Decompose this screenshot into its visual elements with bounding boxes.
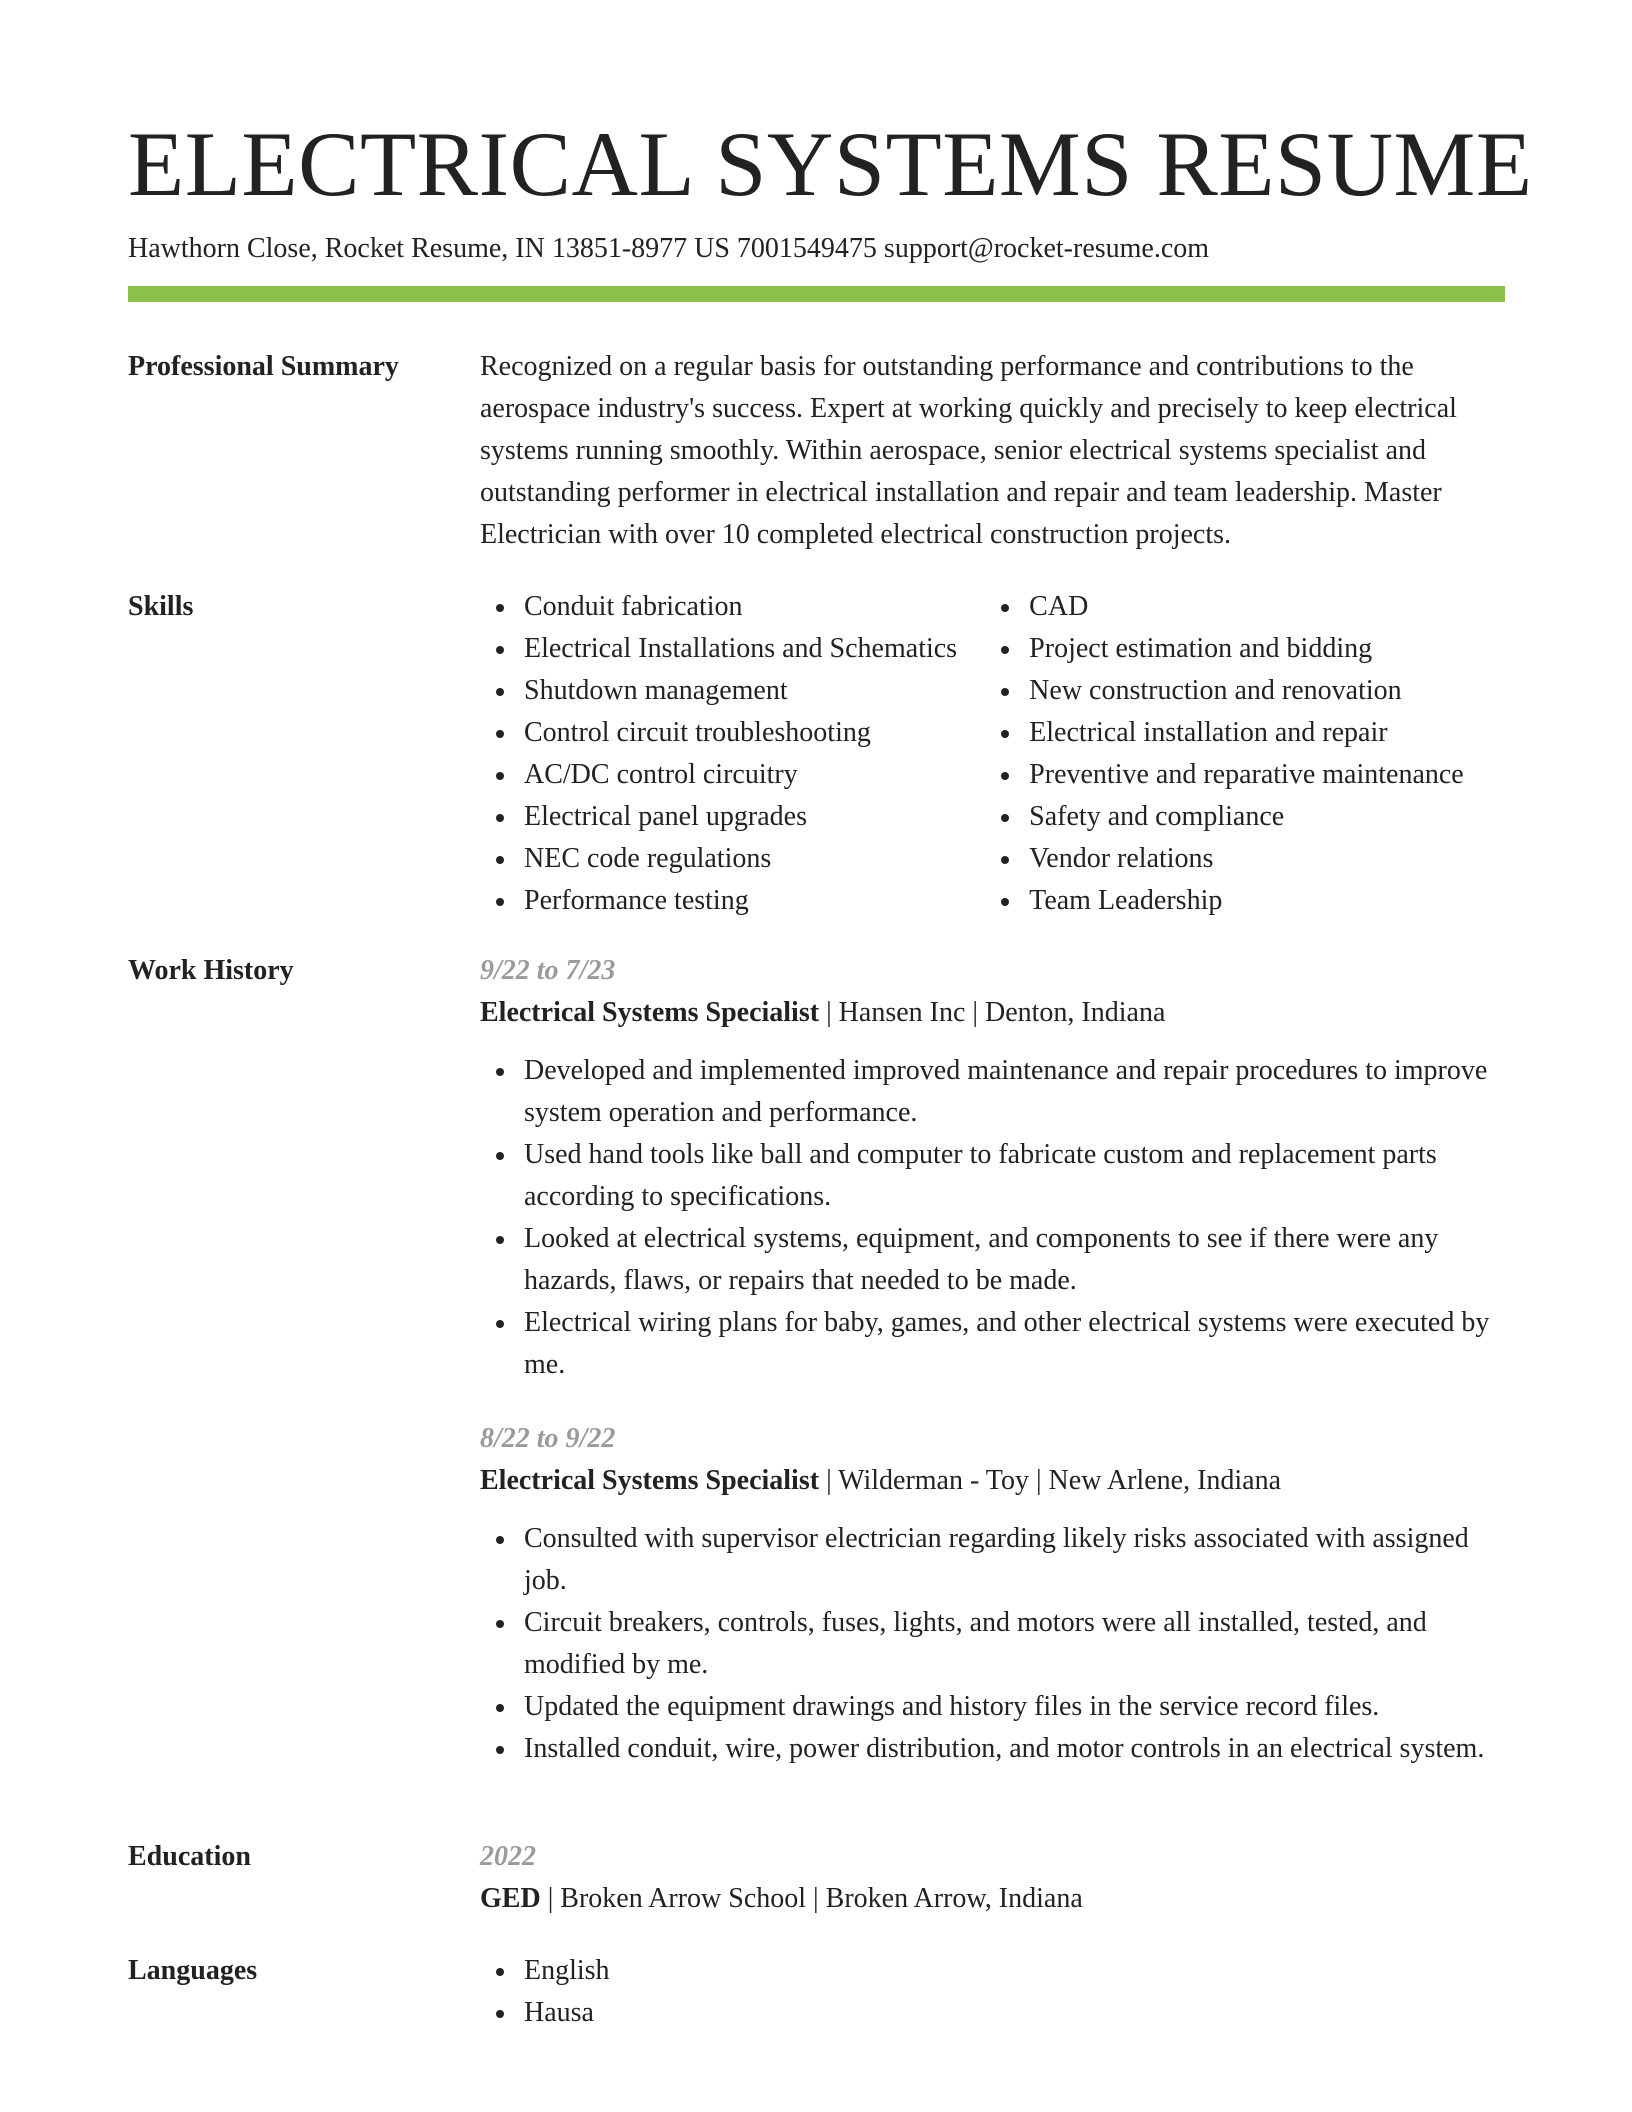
skill-item: Control circuit troubleshooting	[524, 712, 985, 754]
skill-item: Electrical panel upgrades	[524, 796, 985, 838]
job-bullet: Developed and implemented improved maintenance and repair procedures to improve system operation and performance.	[524, 1050, 1505, 1134]
job-bullet: Used hand tools like ball and computer to fabricate custom and replacement parts according to specifications.	[524, 1134, 1505, 1218]
job-bullet: Consulted with supervisor electrician regarding likely risks associated with assigned job.	[524, 1518, 1505, 1602]
skill-item: Electrical installation and repair	[1029, 712, 1505, 754]
job-bullet-list	[480, 1518, 1505, 1770]
job-dates: 8/22 to 9/22	[480, 1423, 616, 1454]
job-company-location: | Hansen Inc | Denton, Indiana	[819, 997, 1166, 1028]
summary-text: Recognized on a regular basis for outstanding performance and contributions to the aerospace industry's success. Expert at working quickly and precisely to keep electrical systems running smoothly. Within aerospace, senior electrical systems specialist and outstanding performer in electrical installation and repair and team leadership. Master Electrician with over 10 completed electrical construction projects.	[480, 351, 1457, 550]
skill-item: New construction and renovation	[1029, 670, 1505, 712]
education-degree: GED	[480, 1883, 541, 1914]
skills-list-right	[985, 586, 1505, 922]
job-role-line	[480, 992, 1505, 1034]
summary-heading: Professional Summary	[128, 351, 399, 382]
education-year: 2022	[480, 1841, 536, 1872]
job-bullet-list	[480, 1050, 1505, 1386]
job-bullet: Circuit breakers, controls, fuses, lights, and motors were all installed, tested, and modified by me.	[524, 1602, 1505, 1686]
job-bullet: Electrical wiring plans for baby, games, and other electrical systems were executed by me.	[524, 1302, 1505, 1386]
language-item: Hausa	[524, 1992, 1505, 2034]
skill-item: AC/DC control circuitry	[524, 754, 985, 796]
work-history-heading: Work History	[128, 955, 294, 986]
languages-list	[480, 1950, 1505, 2034]
job-title: Electrical Systems Specialist	[480, 997, 820, 1028]
languages-body	[480, 1950, 1505, 2034]
education-heading: Education	[128, 1841, 251, 1872]
contact-line: Hawthorn Close, Rocket Resume, IN 13851-8977 US 7001549475 support@rocket-resume.com	[128, 233, 1210, 264]
skill-item: Preventive and reparative maintenance	[1029, 754, 1505, 796]
resume-title: ELECTRICAL SYSTEMS RESUME	[128, 113, 1533, 215]
skill-item: Safety and compliance	[1029, 796, 1505, 838]
job-bullet: Installed conduit, wire, power distribution, and motor controls in an electrical system.	[524, 1728, 1505, 1770]
job-entry	[480, 950, 1505, 1386]
skill-item: Vendor relations	[1029, 838, 1505, 880]
job-company-location: | Wilderman - Toy | New Arlene, Indiana	[819, 1465, 1282, 1496]
skill-item: Team Leadership	[1029, 880, 1505, 922]
job-entry	[480, 1418, 1505, 1770]
skills-columns	[480, 586, 1505, 922]
job-dates: 9/22 to 7/23	[480, 955, 616, 986]
skill-item: CAD	[1029, 586, 1505, 628]
skill-item: Conduit fabrication	[524, 586, 985, 628]
skills-heading: Skills	[128, 591, 194, 622]
skill-item: Performance testing	[524, 880, 985, 922]
language-item: English	[524, 1950, 1505, 1992]
education-school-location: | Broken Arrow School | Broken Arrow, Indiana	[540, 1883, 1083, 1914]
skill-item: Electrical Installations and Schematics	[524, 628, 985, 670]
skill-item: NEC code regulations	[524, 838, 985, 880]
skills-list-left	[480, 586, 985, 922]
education-body	[480, 1836, 1505, 1920]
skill-item: Shutdown management	[524, 670, 985, 712]
job-bullet: Updated the equipment drawings and history files in the service record files.	[524, 1686, 1505, 1728]
summary-body	[480, 346, 1505, 556]
skill-item: Project estimation and bidding	[1029, 628, 1505, 670]
job-bullet: Looked at electrical systems, equipment, and components to see if there were any hazards, flaws, or repairs that needed to be made.	[524, 1218, 1505, 1302]
work-history-body	[480, 950, 1505, 1770]
languages-heading: Languages	[128, 1955, 258, 1986]
job-role-line	[480, 1460, 1505, 1502]
education-line	[480, 1878, 1505, 1920]
accent-divider	[128, 286, 1505, 302]
job-title: Electrical Systems Specialist	[480, 1465, 820, 1496]
